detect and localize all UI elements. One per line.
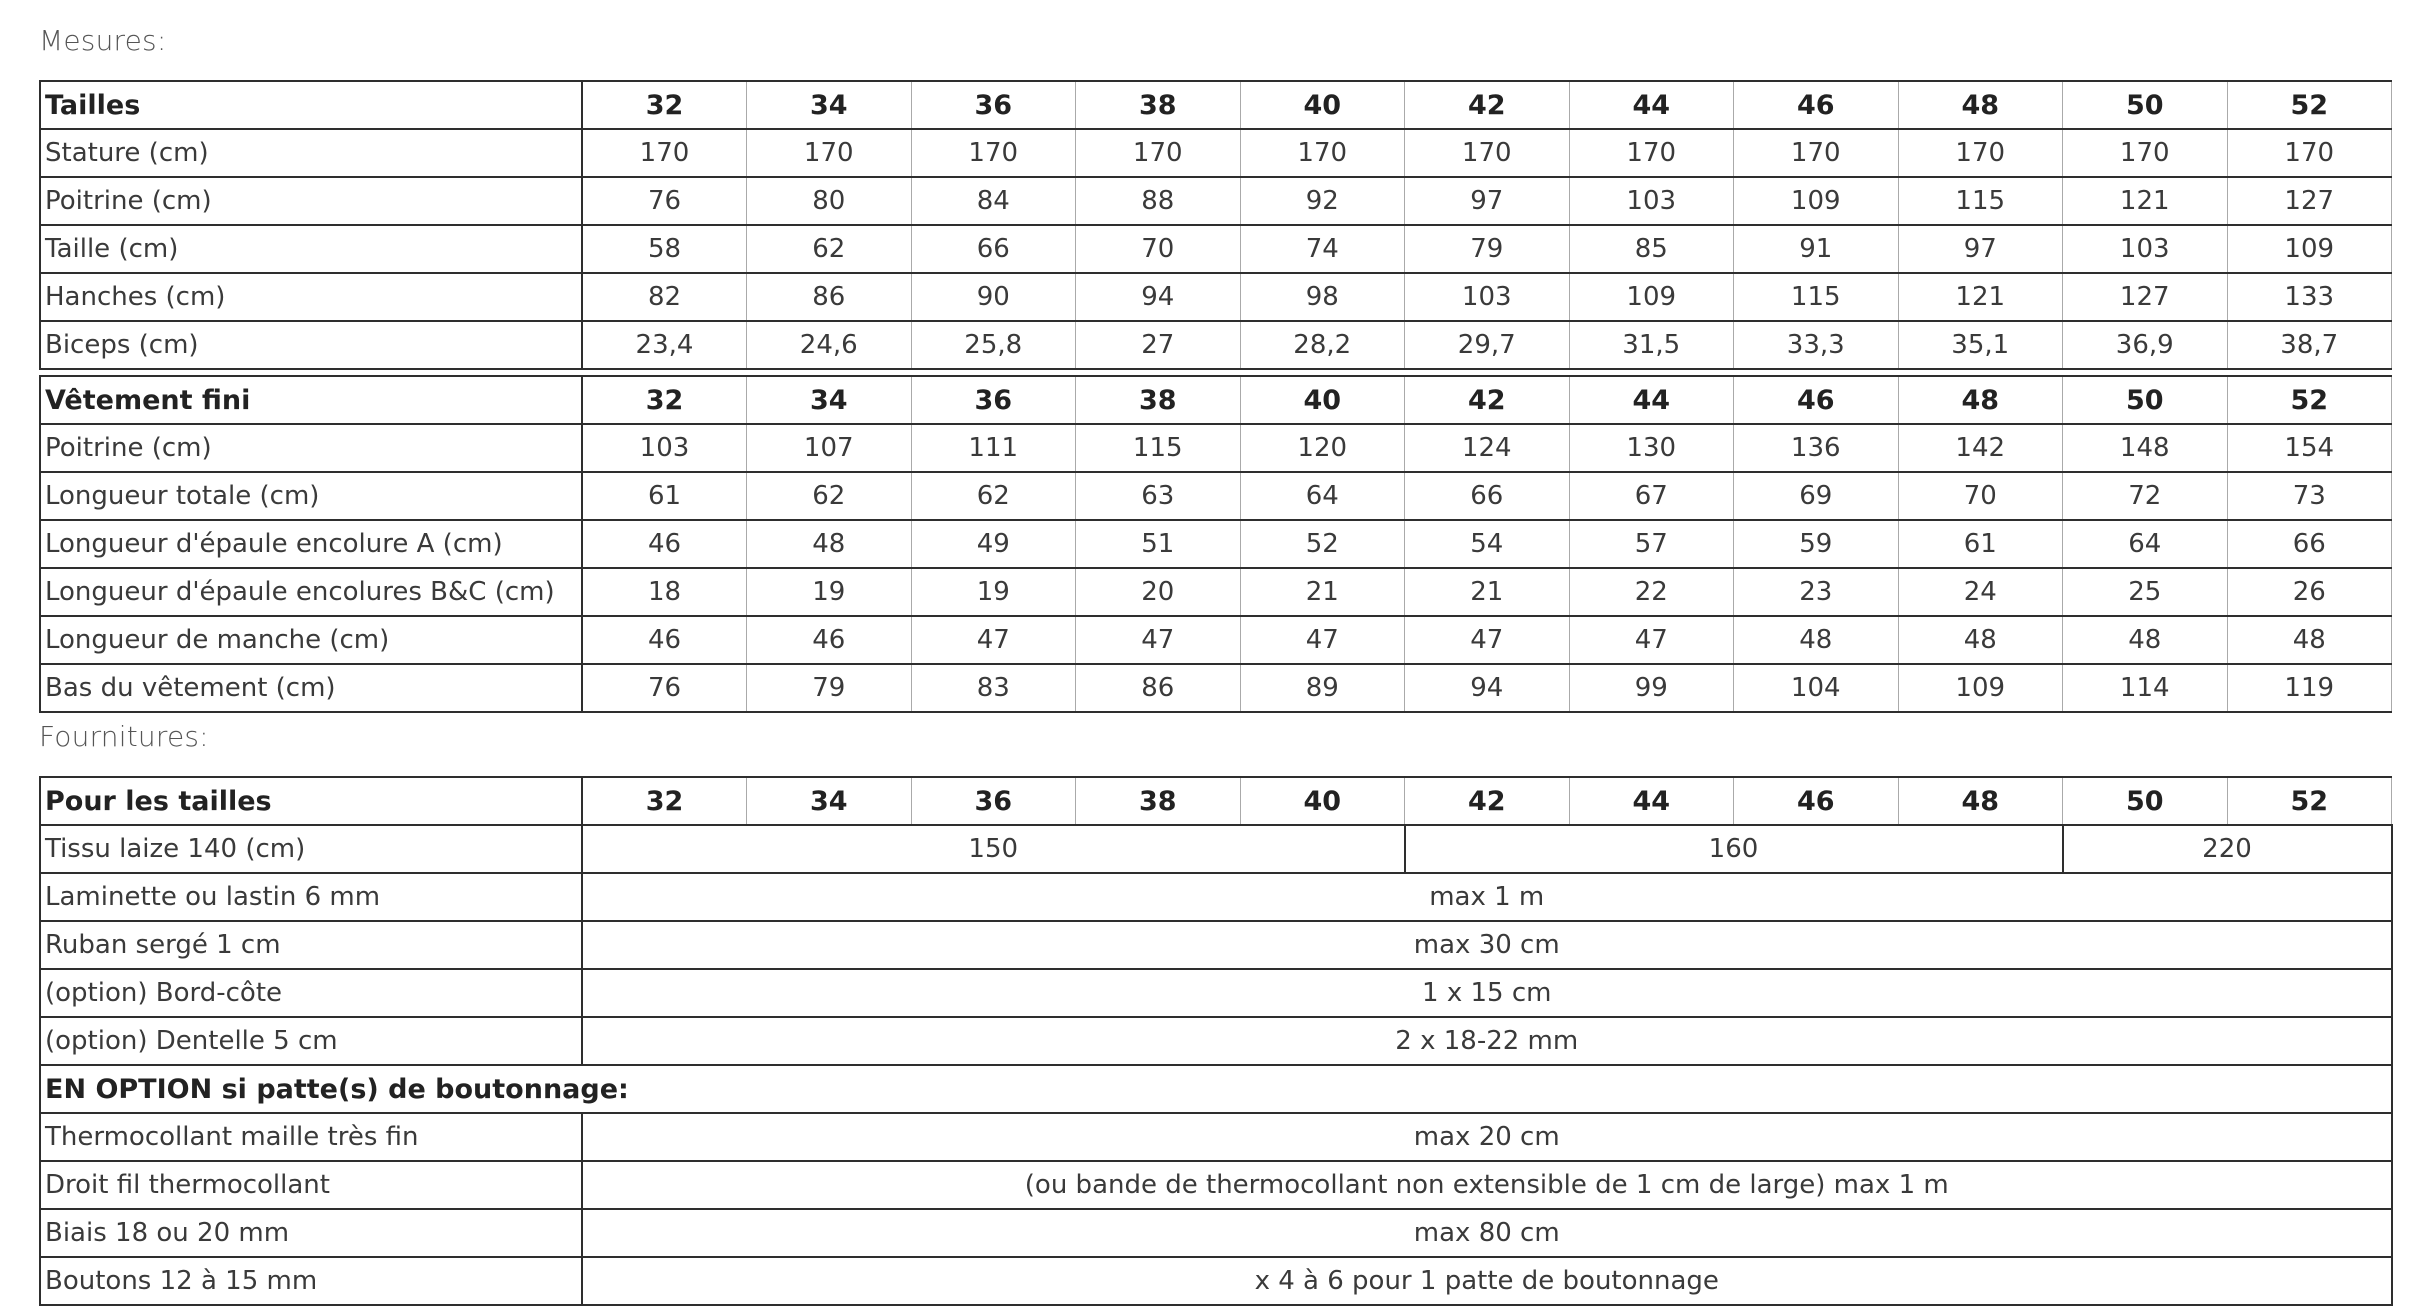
table-row [40, 177, 2392, 225]
value-cell: 109 [1569, 273, 1734, 321]
value-cell: 97 [1898, 225, 2063, 273]
value-cell: 66 [2227, 520, 2392, 568]
table-row [40, 424, 2392, 472]
value-cell: 89 [1240, 664, 1405, 712]
value-cell: 47 [1569, 616, 1734, 664]
value-cell: 48 [747, 520, 912, 568]
option-row [40, 1257, 2392, 1305]
value-cell: 63 [1076, 472, 1241, 520]
row-value: max 1 m [582, 873, 2392, 921]
value-cell: 79 [747, 664, 912, 712]
value-cell: 58 [582, 225, 747, 273]
size-cell: 46 [1734, 777, 1899, 825]
value-cell: 69 [1734, 472, 1899, 520]
sizes-header-label: Pour les tailles [40, 777, 582, 825]
row-label: Longueur d'épaule encolure A (cm) [40, 520, 582, 568]
value-cell: 64 [1240, 472, 1405, 520]
fournitures-header-row [40, 777, 2392, 825]
row-label: Stature (cm) [40, 129, 582, 177]
value-cell: 127 [2063, 273, 2228, 321]
size-cell: 48 [1898, 376, 2063, 424]
row-label: Longueur d'épaule encolures B&C (cm) [40, 568, 582, 616]
size-cell: 38 [1076, 376, 1241, 424]
value-cell: 48 [1734, 616, 1899, 664]
value-cell: 99 [1569, 664, 1734, 712]
value-cell: 21 [1240, 568, 1405, 616]
fournitures-table [39, 776, 2393, 1306]
value-cell: 31,5 [1569, 321, 1734, 369]
value-cell: 19 [747, 568, 912, 616]
row-label: Taille (cm) [40, 225, 582, 273]
table-row [40, 225, 2392, 273]
size-cell: 36 [911, 81, 1076, 129]
value-cell: 97 [1405, 177, 1570, 225]
value-cell: 170 [1405, 129, 1570, 177]
option-row [40, 1113, 2392, 1161]
value-cell: 170 [1898, 129, 2063, 177]
size-cell: 50 [2063, 376, 2228, 424]
fourniture-row [40, 969, 2392, 1017]
value-cell: 94 [1076, 273, 1241, 321]
fourniture-row [40, 873, 2392, 921]
vetement-fini-table [39, 375, 2392, 713]
value-cell: 85 [1569, 225, 1734, 273]
table-row [40, 568, 2392, 616]
row-label: Poitrine (cm) [40, 424, 582, 472]
sizes-header-label: Tailles [40, 81, 582, 129]
size-cell: 44 [1569, 81, 1734, 129]
value-cell: 49 [911, 520, 1076, 568]
value-cell: 115 [1898, 177, 2063, 225]
value-cell: 22 [1569, 568, 1734, 616]
tissu-value-150: 150 [582, 825, 1405, 873]
size-cell: 52 [2227, 777, 2392, 825]
size-cell: 50 [2063, 777, 2228, 825]
value-cell: 109 [1898, 664, 2063, 712]
value-cell: 82 [582, 273, 747, 321]
value-cell: 48 [1898, 616, 2063, 664]
value-cell: 121 [2063, 177, 2228, 225]
mesures-table [39, 80, 2392, 370]
value-cell: 72 [2063, 472, 2228, 520]
value-cell: 52 [1240, 520, 1405, 568]
table-row [40, 664, 2392, 712]
option-header: EN OPTION si patte(s) de boutonnage: [40, 1065, 2392, 1113]
value-cell: 170 [1569, 129, 1734, 177]
value-cell: 170 [2227, 129, 2392, 177]
value-cell: 76 [582, 177, 747, 225]
fourniture-row [40, 921, 2392, 969]
value-cell: 61 [1898, 520, 2063, 568]
table-row [40, 616, 2392, 664]
size-cell: 52 [2227, 376, 2392, 424]
size-cell: 40 [1240, 777, 1405, 825]
row-value: (ou bande de thermocollant non extensible de 1 cm de large) max 1 m [582, 1161, 2392, 1209]
value-cell: 136 [1734, 424, 1899, 472]
size-cell: 36 [911, 777, 1076, 825]
value-cell: 104 [1734, 664, 1899, 712]
value-cell: 27 [1076, 321, 1241, 369]
value-cell: 103 [2063, 225, 2228, 273]
value-cell: 148 [2063, 424, 2228, 472]
value-cell: 98 [1240, 273, 1405, 321]
size-cell: 42 [1405, 81, 1570, 129]
value-cell: 70 [1076, 225, 1241, 273]
row-label: Ruban sergé 1 cm [40, 921, 582, 969]
row-label: Longueur de manche (cm) [40, 616, 582, 664]
row-value: max 20 cm [582, 1113, 2392, 1161]
value-cell: 111 [911, 424, 1076, 472]
value-cell: 59 [1734, 520, 1899, 568]
value-cell: 109 [1734, 177, 1899, 225]
row-label: (option) Bord-côte [40, 969, 582, 1017]
size-cell: 34 [747, 777, 912, 825]
value-cell: 54 [1405, 520, 1570, 568]
value-cell: 109 [2227, 225, 2392, 273]
value-cell: 48 [2227, 616, 2392, 664]
value-cell: 114 [2063, 664, 2228, 712]
value-cell: 61 [582, 472, 747, 520]
value-cell: 46 [582, 616, 747, 664]
value-cell: 88 [1076, 177, 1241, 225]
value-cell: 62 [747, 225, 912, 273]
value-cell: 170 [911, 129, 1076, 177]
value-cell: 170 [2063, 129, 2228, 177]
row-label: Droit fil thermocollant [40, 1161, 582, 1209]
value-cell: 120 [1240, 424, 1405, 472]
row-label: Poitrine (cm) [40, 177, 582, 225]
size-cell: 38 [1076, 777, 1241, 825]
value-cell: 76 [582, 664, 747, 712]
option-header-row [40, 1065, 2392, 1113]
value-cell: 47 [1240, 616, 1405, 664]
size-cell: 48 [1898, 81, 2063, 129]
value-cell: 47 [1076, 616, 1241, 664]
fourniture-row [40, 1017, 2392, 1065]
value-cell: 119 [2227, 664, 2392, 712]
value-cell: 35,1 [1898, 321, 2063, 369]
value-cell: 23,4 [582, 321, 747, 369]
value-cell: 79 [1405, 225, 1570, 273]
value-cell: 47 [1405, 616, 1570, 664]
size-cell: 32 [582, 777, 747, 825]
row-value: max 80 cm [582, 1209, 2392, 1257]
value-cell: 80 [747, 177, 912, 225]
size-cell: 40 [1240, 376, 1405, 424]
row-label: Bas du vêtement (cm) [40, 664, 582, 712]
value-cell: 62 [747, 472, 912, 520]
value-cell: 36,9 [2063, 321, 2228, 369]
size-cell: 50 [2063, 81, 2228, 129]
value-cell: 170 [747, 129, 912, 177]
table-row [40, 273, 2392, 321]
table-row [40, 520, 2392, 568]
value-cell: 66 [911, 225, 1076, 273]
value-cell: 64 [2063, 520, 2228, 568]
value-cell: 142 [1898, 424, 2063, 472]
row-label: Tissu laize 140 (cm) [40, 825, 582, 873]
value-cell: 23 [1734, 568, 1899, 616]
value-cell: 84 [911, 177, 1076, 225]
size-cell: 34 [747, 81, 912, 129]
size-cell: 34 [747, 376, 912, 424]
value-cell: 74 [1240, 225, 1405, 273]
table-row [40, 129, 2392, 177]
tissu-value-220: 220 [2063, 825, 2392, 873]
value-cell: 170 [1240, 129, 1405, 177]
value-cell: 62 [911, 472, 1076, 520]
size-cell: 44 [1569, 376, 1734, 424]
value-cell: 67 [1569, 472, 1734, 520]
value-cell: 25 [2063, 568, 2228, 616]
value-cell: 28,2 [1240, 321, 1405, 369]
value-cell: 133 [2227, 273, 2392, 321]
header-row [40, 376, 2392, 424]
value-cell: 86 [1076, 664, 1241, 712]
value-cell: 26 [2227, 568, 2392, 616]
size-cell: 40 [1240, 81, 1405, 129]
value-cell: 46 [747, 616, 912, 664]
value-cell: 24,6 [747, 321, 912, 369]
row-value: max 30 cm [582, 921, 2392, 969]
value-cell: 33,3 [1734, 321, 1899, 369]
row-value: 2 x 18-22 mm [582, 1017, 2392, 1065]
value-cell: 103 [1405, 273, 1570, 321]
value-cell: 38,7 [2227, 321, 2392, 369]
value-cell: 70 [1898, 472, 2063, 520]
value-cell: 46 [582, 520, 747, 568]
value-cell: 66 [1405, 472, 1570, 520]
value-cell: 121 [1898, 273, 2063, 321]
size-cell: 52 [2227, 81, 2392, 129]
value-cell: 154 [2227, 424, 2392, 472]
value-cell: 103 [1569, 177, 1734, 225]
value-cell: 170 [1076, 129, 1241, 177]
size-cell: 36 [911, 376, 1076, 424]
value-cell: 94 [1405, 664, 1570, 712]
row-label: Biceps (cm) [40, 321, 582, 369]
value-cell: 127 [2227, 177, 2392, 225]
row-label: Longueur totale (cm) [40, 472, 582, 520]
tissu-value-160: 160 [1405, 825, 2063, 873]
table-row [40, 321, 2392, 369]
row-label: (option) Dentelle 5 cm [40, 1017, 582, 1065]
table-row [40, 472, 2392, 520]
size-cell: 32 [582, 81, 747, 129]
option-row [40, 1209, 2392, 1257]
header-row [40, 81, 2392, 129]
size-cell: 42 [1405, 376, 1570, 424]
value-cell: 103 [582, 424, 747, 472]
value-cell: 91 [1734, 225, 1899, 273]
row-label: Thermocollant maille très fin [40, 1113, 582, 1161]
value-cell: 73 [2227, 472, 2392, 520]
value-cell: 18 [582, 568, 747, 616]
value-cell: 170 [1734, 129, 1899, 177]
row-label: Biais 18 ou 20 mm [40, 1209, 582, 1257]
row-label: Hanches (cm) [40, 273, 582, 321]
value-cell: 25,8 [911, 321, 1076, 369]
size-cell: 48 [1898, 777, 2063, 825]
value-cell: 124 [1405, 424, 1570, 472]
row-value: x 4 à 6 pour 1 patte de boutonnage [582, 1257, 2392, 1305]
value-cell: 90 [911, 273, 1076, 321]
value-cell: 24 [1898, 568, 2063, 616]
row-label: Boutons 12 à 15 mm [40, 1257, 582, 1305]
tissu-row [40, 825, 2392, 873]
value-cell: 130 [1569, 424, 1734, 472]
fournitures-title: Fournitures: [39, 720, 209, 753]
row-value: 1 x 15 cm [582, 969, 2392, 1017]
value-cell: 170 [582, 129, 747, 177]
value-cell: 51 [1076, 520, 1241, 568]
value-cell: 83 [911, 664, 1076, 712]
value-cell: 107 [747, 424, 912, 472]
value-cell: 29,7 [1405, 321, 1570, 369]
value-cell: 19 [911, 568, 1076, 616]
size-cell: 46 [1734, 376, 1899, 424]
size-cell: 44 [1569, 777, 1734, 825]
row-label: Laminette ou lastin 6 mm [40, 873, 582, 921]
value-cell: 92 [1240, 177, 1405, 225]
mesures-title: Mesures: [39, 24, 167, 57]
value-cell: 115 [1734, 273, 1899, 321]
value-cell: 86 [747, 273, 912, 321]
size-cell: 32 [582, 376, 747, 424]
size-cell: 46 [1734, 81, 1899, 129]
option-row [40, 1161, 2392, 1209]
value-cell: 57 [1569, 520, 1734, 568]
value-cell: 20 [1076, 568, 1241, 616]
value-cell: 48 [2063, 616, 2228, 664]
size-cell: 42 [1405, 777, 1570, 825]
size-cell: 38 [1076, 81, 1241, 129]
value-cell: 115 [1076, 424, 1241, 472]
value-cell: 21 [1405, 568, 1570, 616]
sizes-header-label: Vêtement fini [40, 376, 582, 424]
value-cell: 47 [911, 616, 1076, 664]
